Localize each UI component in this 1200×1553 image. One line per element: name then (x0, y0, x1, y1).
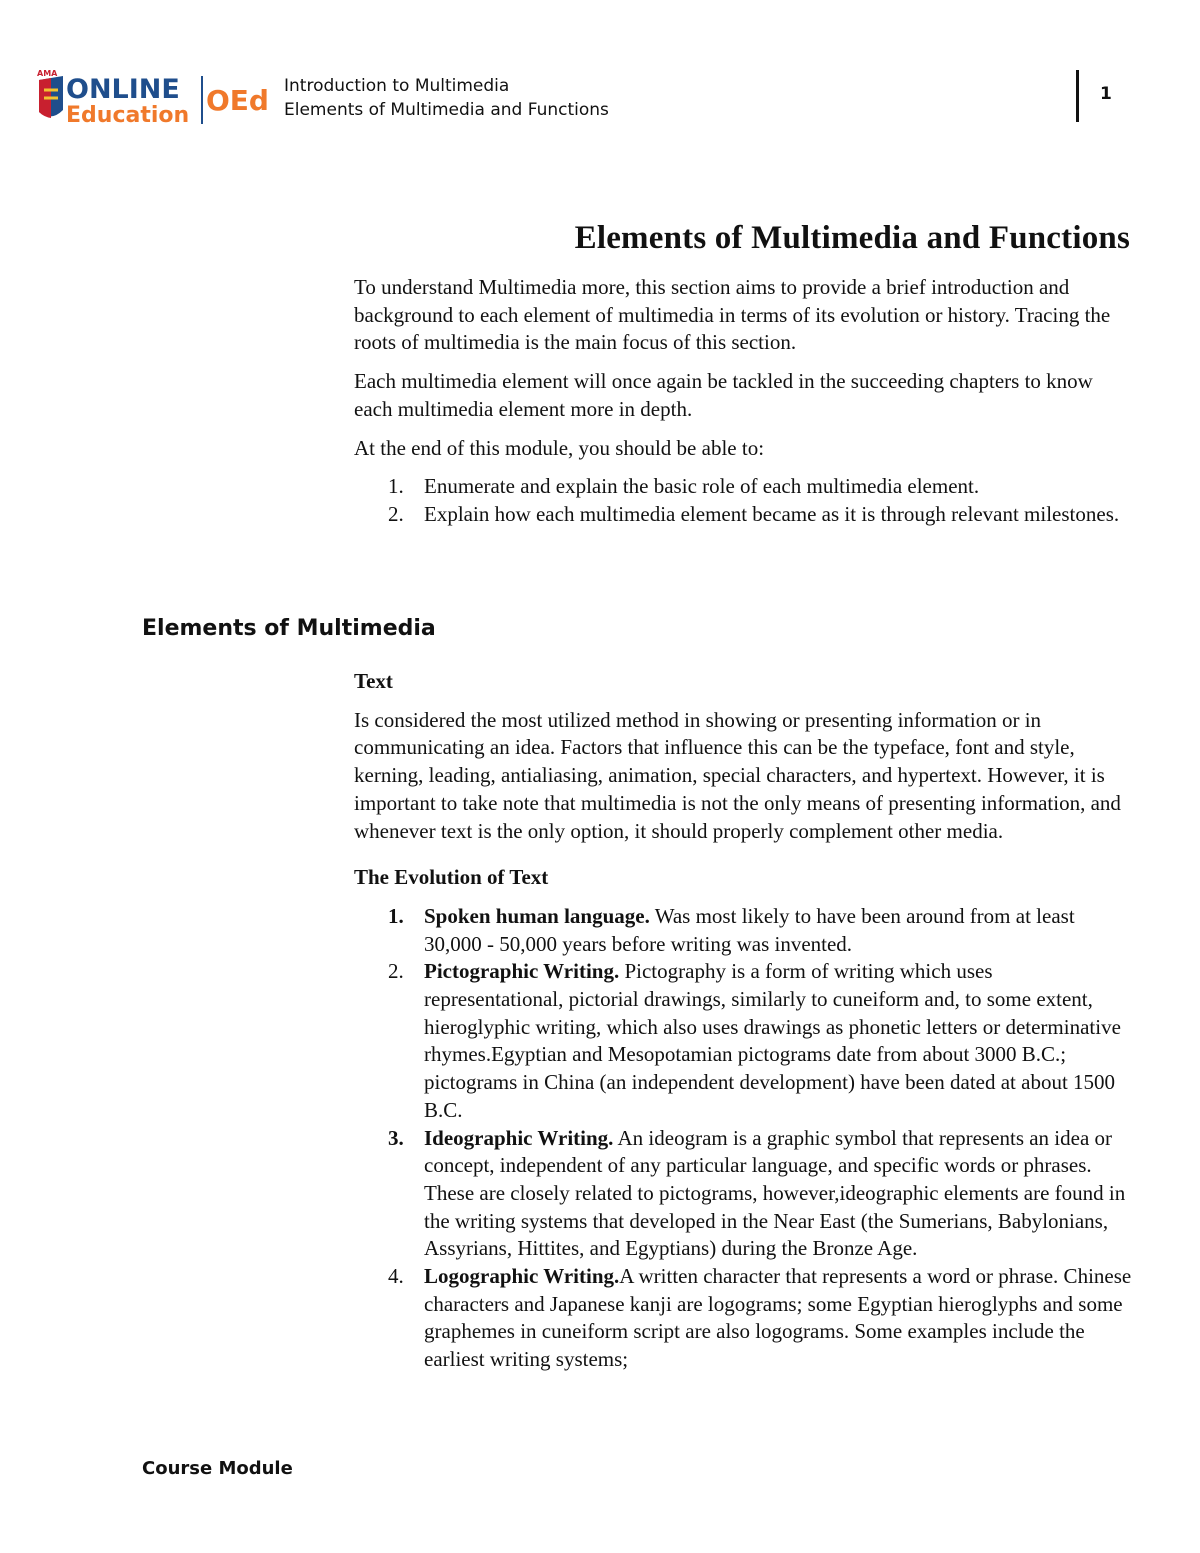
text-section (354, 668, 1134, 1374)
list-term: Logographic Writing. (424, 1264, 620, 1289)
list-text: A written character that represents a word or phrase. Chinese characters and Japanese kanji are logograms; some Egyptian hieroglyphs and some graphemes in cuneiform script are also logograms. Some examples include the earliest writing systems; (424, 1264, 1132, 1372)
footer-label: Course Module (142, 1458, 293, 1479)
header-divider (1076, 70, 1079, 122)
intro-paragraph-1: To understand Multimedia more, this section aims to provide a brief introduction and background to each element of multimedia in terms of its evolution or history. Tracing the roots of multimedia is the main focus of this section. (354, 275, 1111, 355)
list-number: 1. (388, 474, 404, 499)
list-item (354, 1125, 1134, 1264)
list-text: An ideogram is a graphic symbol that represents an idea or concept, independent of any particular language, and specific words or phrases. These are closely related to pictograms, however,ideographic elements are found in the writing systems that developed in the Near East (the Sumerians, Babylonians, Assyrians, Hittites, and Egyptians) during the Bronze Age. (424, 1125, 1126, 1261)
shield-icon (37, 70, 63, 118)
list-number: 1. (388, 903, 404, 928)
running-header (284, 74, 609, 122)
list-item (354, 1263, 1134, 1374)
list-number: 2. (388, 959, 404, 984)
page-number: 1 (1100, 84, 1112, 104)
list-text: Explain how each multimedia element became as it is through relevant milestones. (424, 501, 1120, 526)
header-course: Introduction to Multimedia (284, 76, 510, 96)
list-text: Was most likely to have been around from at least 30,000 - 50,000 years before writing was invented. (424, 903, 1075, 956)
intro-block (354, 274, 1134, 529)
logo-line1: ONLINE (66, 74, 180, 105)
logo-badge-text: AMA (37, 70, 58, 78)
list-term: Pictographic Writing. (424, 959, 620, 984)
list-number: 2. (388, 501, 404, 526)
list-item (354, 903, 1134, 958)
list-item (354, 473, 1134, 501)
online-education-logo (36, 70, 272, 128)
page-title: Elements of Multimedia and Functions (574, 220, 1130, 256)
text-paragraph: Is considered the most utilized method in showing or presenting information or in communicating an idea. Factors that influence this can be the typeface, font and style, kerning, leading, antialiasing, animation, special characters, and hypertext. However, it is important to take note that multimedia is not the only means of presenting information, and whenever text is the only option, it should properly complement other media. (354, 707, 1121, 843)
objectives-list (354, 473, 1134, 528)
intro-paragraph-2: Each multimedia element will once again be tackled in the succeeding chapters to know each multimedia element more in depth. (354, 369, 1093, 421)
section-heading: Elements of Multimedia (142, 616, 436, 641)
evolution-list (354, 903, 1134, 1374)
intro-paragraph-3: At the end of this module, you should be able to: (354, 435, 765, 460)
logo-line2: Education (66, 103, 190, 128)
header-topic: Elements of Multimedia and Functions (284, 100, 609, 120)
list-number: 4. (388, 1264, 404, 1289)
list-text: Pictography is a form of writing which uses representational, pictorial drawings, similarly to cuneiform and, to some extent, hieroglyphic writing, which also uses drawings as phonetic letters or determinative rhymes.Egyptian and Mesopotamian pictograms date from about 3000 B.C.; pictograms in China (an independent development) have been dated at about 1500 B.C. (424, 959, 1121, 1122)
list-number: 3. (388, 1125, 404, 1150)
list-item (354, 501, 1134, 529)
list-item (354, 958, 1134, 1124)
list-term: Ideographic Writing. (424, 1125, 614, 1150)
list-term: Spoken human language. (424, 903, 650, 928)
subheading-text: Text (354, 669, 393, 693)
logo-mark: OEd (206, 84, 269, 117)
list-text: Enumerate and explain the basic role of each multimedia element. (424, 474, 980, 499)
subheading-evolution: The Evolution of Text (354, 865, 549, 890)
